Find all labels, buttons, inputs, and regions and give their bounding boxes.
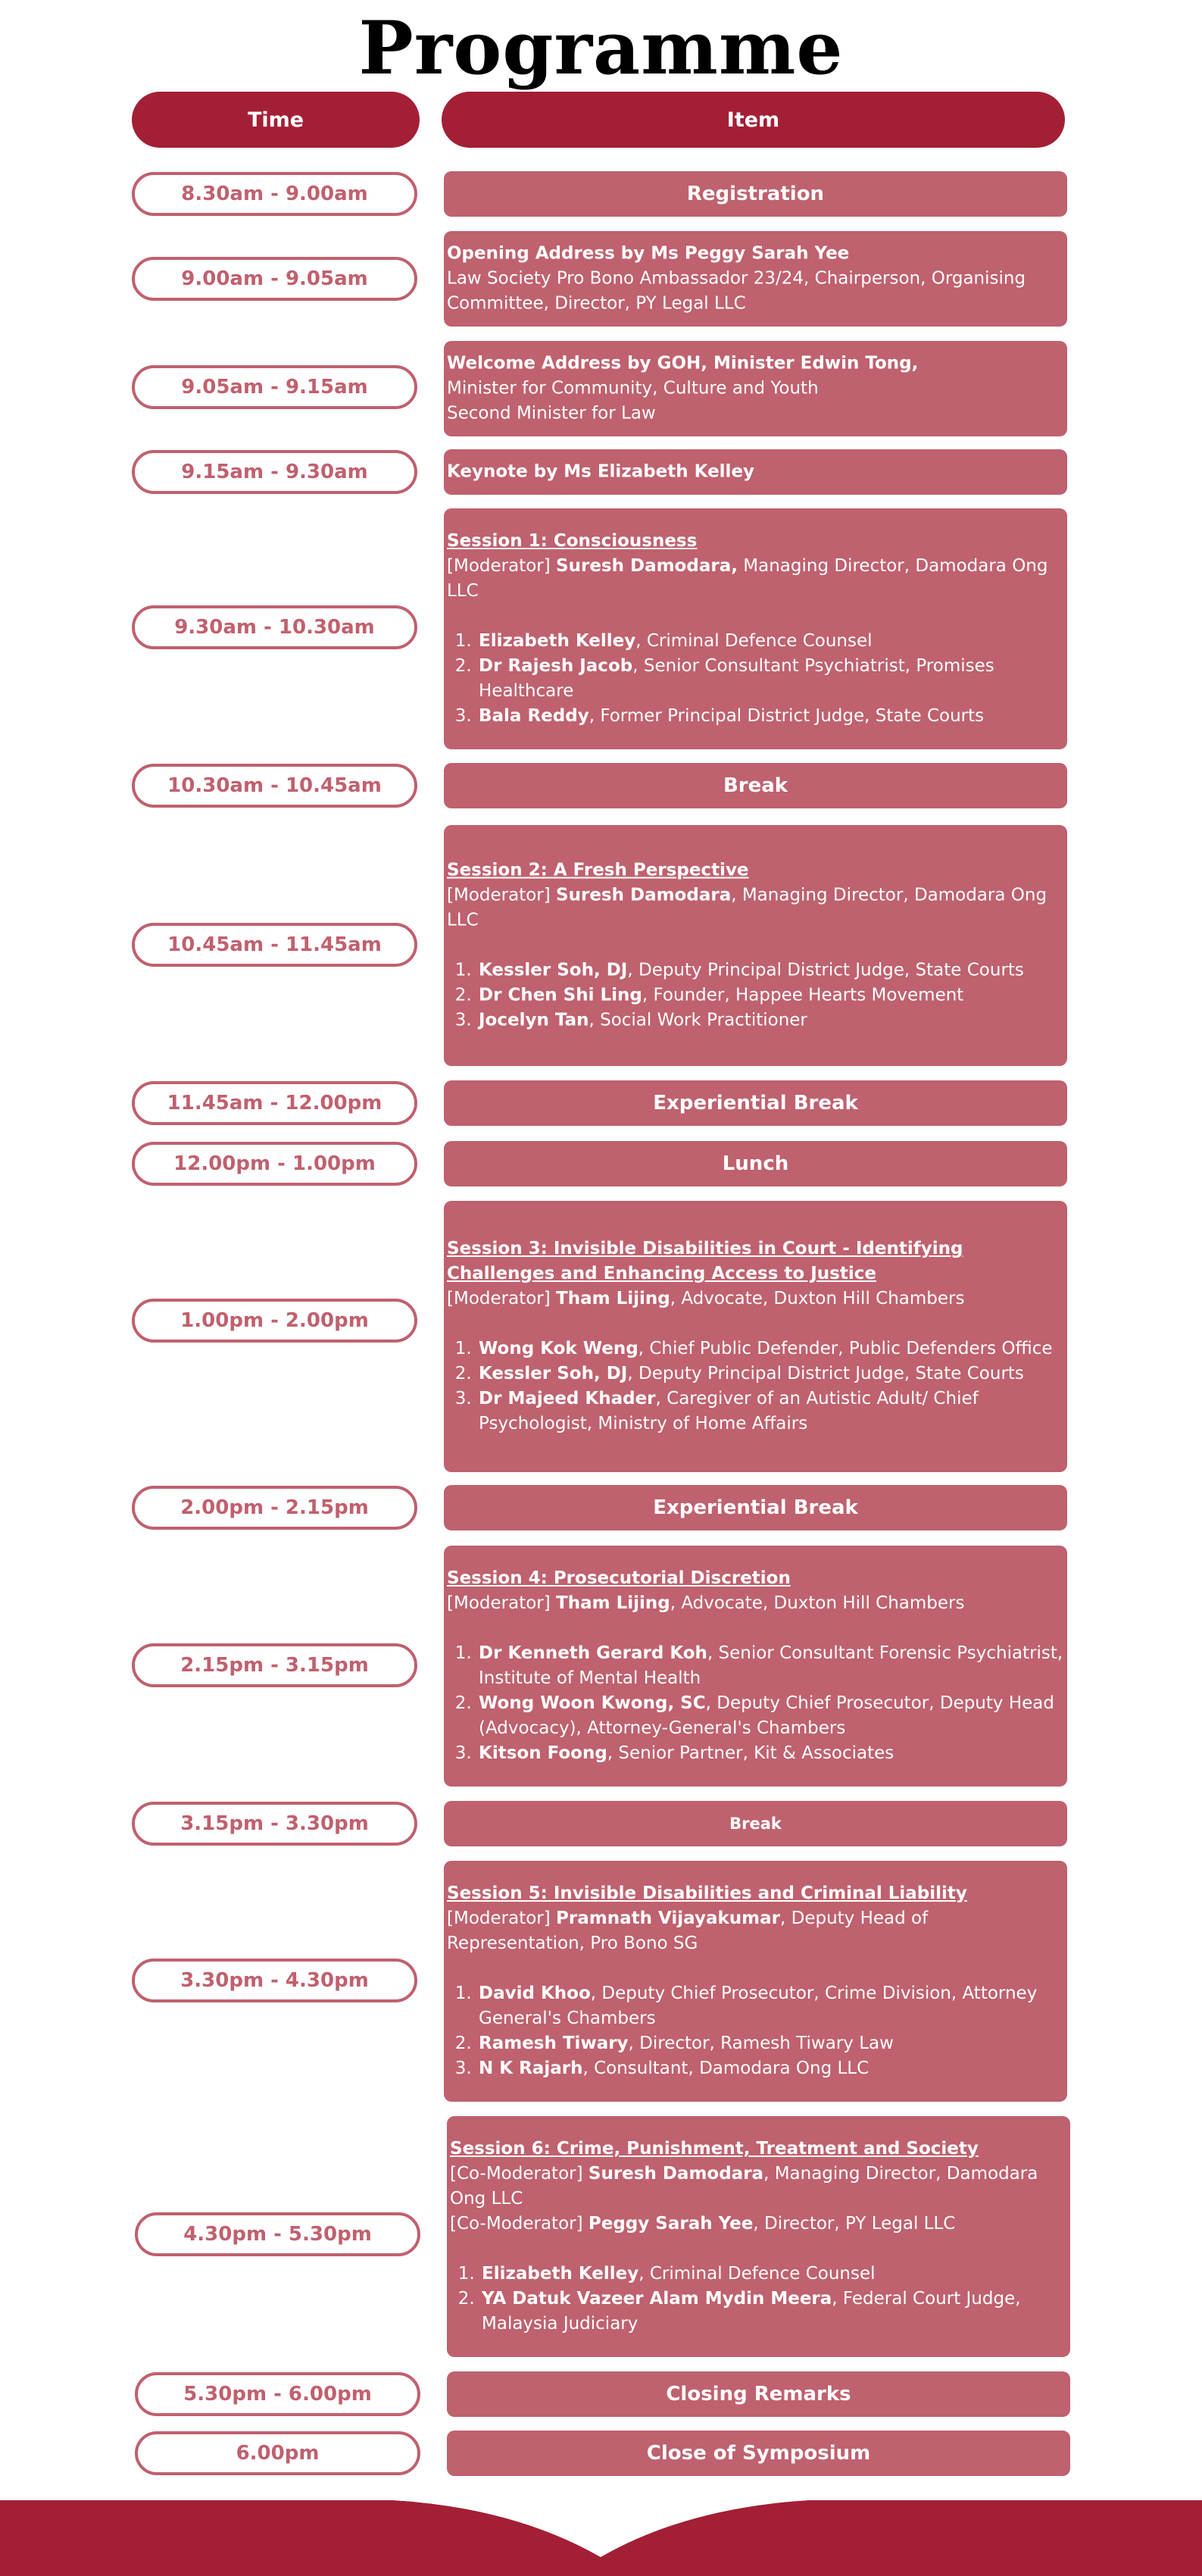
speaker-item: 2. YA Datuk Vazeer Alam Mydin Meera, Federal Court Judge, Malaysia Judiciary — [480, 2287, 1067, 2337]
session-6-card — [447, 2116, 1070, 2357]
programme-item-break: Break — [444, 763, 1067, 808]
speaker-item: 3. Bala Reddy, Former Principal District Judge, State Courts — [477, 704, 1064, 729]
time-slot: 9.30am - 10.30am — [132, 605, 417, 649]
time-slot: 6.00pm — [135, 2431, 420, 2475]
time-slot: 3.15pm - 3.30pm — [132, 1802, 417, 1846]
time-slot: 4.30pm - 5.30pm — [135, 2212, 420, 2256]
time-slot: 9.00am - 9.05am — [132, 257, 417, 301]
item-description: Second Minister for Law — [447, 403, 656, 424]
session-4-card — [444, 1546, 1067, 1787]
item-heading: Opening Address by Ms Peggy Sarah Yee — [447, 243, 850, 264]
speaker-item: 2. Kessler Soh, DJ, Deputy Principal District Judge, State Courts — [477, 1361, 1064, 1386]
programme-item-experiential-break: Experiential Break — [444, 1485, 1067, 1530]
time-slot: 8.30am - 9.00am — [132, 172, 417, 216]
item-heading: Keynote by Ms Elizabeth Kelley — [447, 461, 755, 482]
item-description: Law Society Pro Bono Ambassador 23/24, Chairperson, Organising Committee, Director, PY Legal LLC — [447, 268, 1026, 314]
programme-item-registration: Registration — [444, 171, 1067, 217]
speaker-list — [447, 629, 1064, 729]
speaker-item: 1. Elizabeth Kelley, Criminal Defence Counsel — [477, 629, 1064, 654]
time-slot: 1.00pm - 2.00pm — [132, 1299, 417, 1343]
session-moderator: [Moderator] Pramnath Vijayakumar, Deputy Head of Representation, Pro Bono SG — [447, 1909, 929, 1953]
speaker-list — [447, 1981, 1064, 2081]
session-title: Session 6: Crime, Punishment, Treatment and Society — [450, 2139, 979, 2159]
item-description: Minister for Community, Culture and Youth — [447, 378, 819, 399]
speaker-item: 1. Dr Kenneth Gerard Koh, Senior Consultant Forensic Psychiatrist, Institute of Mental Health — [477, 1641, 1064, 1691]
speaker-item: 2. Wong Woon Kwong, SC, Deputy Chief Prosecutor, Deputy Head (Advocacy), Attorney-General's Chambers — [477, 1691, 1064, 1741]
session-3-card — [444, 1201, 1067, 1472]
session-5-card — [444, 1861, 1067, 2102]
time-slot: 5.30pm - 6.00pm — [135, 2372, 420, 2416]
session-title: Session 4: Prosecutorial Discretion — [447, 1568, 791, 1588]
page-title: Programme — [358, 5, 844, 91]
session-moderator: [Co-Moderator] Peggy Sarah Yee, Director, PY Legal LLC — [450, 2214, 956, 2234]
session-moderator: [Moderator] Suresh Damodara, Managing Director, Damodara Ong LLC — [447, 885, 1047, 930]
programme-item-lunch: Lunch — [444, 1141, 1067, 1186]
programme-item-close-of-symposium: Close of Symposium — [447, 2431, 1070, 2476]
session-title: Session 2: A Fresh Perspective — [447, 860, 749, 880]
time-slot: 9.15am - 9.30am — [132, 450, 417, 494]
time-slot: 12.00pm - 1.00pm — [132, 1142, 417, 1186]
speaker-item: 1. Wong Kok Weng, Chief Public Defender, Public Defenders Office — [477, 1336, 1064, 1361]
programme-item-welcome-address — [444, 341, 1067, 436]
speaker-item: 1. Elizabeth Kelley, Criminal Defence Counsel — [480, 2262, 1067, 2287]
speaker-item: 1. David Khoo, Deputy Chief Prosecutor, Crime Division, Attorney General's Chambers — [477, 1981, 1064, 2031]
session-moderator: [Co-Moderator] Suresh Damodara, Managing Director, Damodara Ong LLC — [450, 2164, 1038, 2209]
time-slot: 2.00pm - 2.15pm — [132, 1486, 417, 1530]
time-slot: 10.45am - 11.45am — [132, 923, 417, 967]
session-title: Session 1: Consciousness — [447, 531, 698, 551]
item-heading: Welcome Address by GOH, Minister Edwin Tong, — [447, 353, 919, 374]
footer-banner — [0, 2500, 1202, 2576]
speaker-list — [447, 1336, 1064, 1436]
time-slot: 2.15pm - 3.15pm — [132, 1643, 417, 1687]
speaker-item: 2. Dr Chen Shi Ling, Founder, Happee Hearts Movement — [477, 983, 1064, 1008]
speaker-item: 3. Jocelyn Tan, Social Work Practitioner — [477, 1008, 1064, 1033]
speaker-list — [447, 958, 1064, 1033]
speaker-item: 2. Dr Rajesh Jacob, Senior Consultant Psychiatrist, Promises Healthcare — [477, 654, 1064, 704]
speaker-item: 3. Kitson Foong, Senior Partner, Kit & Associates — [477, 1741, 1064, 1766]
session-moderator: [Moderator] Tham Lijing, Advocate, Duxton Hill Chambers — [447, 1289, 965, 1308]
session-2-card — [444, 825, 1067, 1066]
time-slot: 9.05am - 9.15am — [132, 365, 417, 409]
session-title: Session 3: Invisible Disabilities in Court - Identifying Challenges and Enhancing Access to Justice — [447, 1239, 963, 1283]
programme-item-break: Break — [444, 1801, 1067, 1846]
time-slot: 3.30pm - 4.30pm — [132, 1959, 417, 2002]
speaker-item: 3. Dr Majeed Khader, Caregiver of an Autistic Adult/ Chief Psychologist, Ministry of Home Affairs — [477, 1386, 1064, 1436]
programme-item-closing-remarks: Closing Remarks — [447, 2371, 1070, 2417]
session-title: Session 5: Invisible Disabilities and Criminal Liability — [447, 1884, 967, 1903]
speaker-item: 1. Kessler Soh, DJ, Deputy Principal District Judge, State Courts — [477, 958, 1064, 983]
time-slot: 10.30am - 10.45am — [132, 764, 417, 808]
programme-item-keynote — [444, 449, 1067, 495]
session-moderator: [Moderator] Suresh Damodara, Managing Director, Damodara Ong LLC — [447, 556, 1048, 601]
programme-item-opening-address — [444, 231, 1067, 327]
speaker-list — [447, 1641, 1064, 1766]
session-1-card — [444, 508, 1067, 749]
speaker-list — [450, 2262, 1067, 2337]
speaker-item: 2. Ramesh Tiwary, Director, Ramesh Tiwary Law — [477, 2031, 1064, 2056]
time-column-header: Time — [132, 92, 420, 148]
time-slot: 11.45am - 12.00pm — [132, 1081, 417, 1125]
item-column-header: Item — [442, 92, 1065, 148]
session-moderator: [Moderator] Tham Lijing, Advocate, Duxton Hill Chambers — [447, 1593, 965, 1613]
speaker-item: 3. N K Rajarh, Consultant, Damodara Ong LLC — [477, 2056, 1064, 2081]
programme-item-experiential-break: Experiential Break — [444, 1080, 1067, 1126]
